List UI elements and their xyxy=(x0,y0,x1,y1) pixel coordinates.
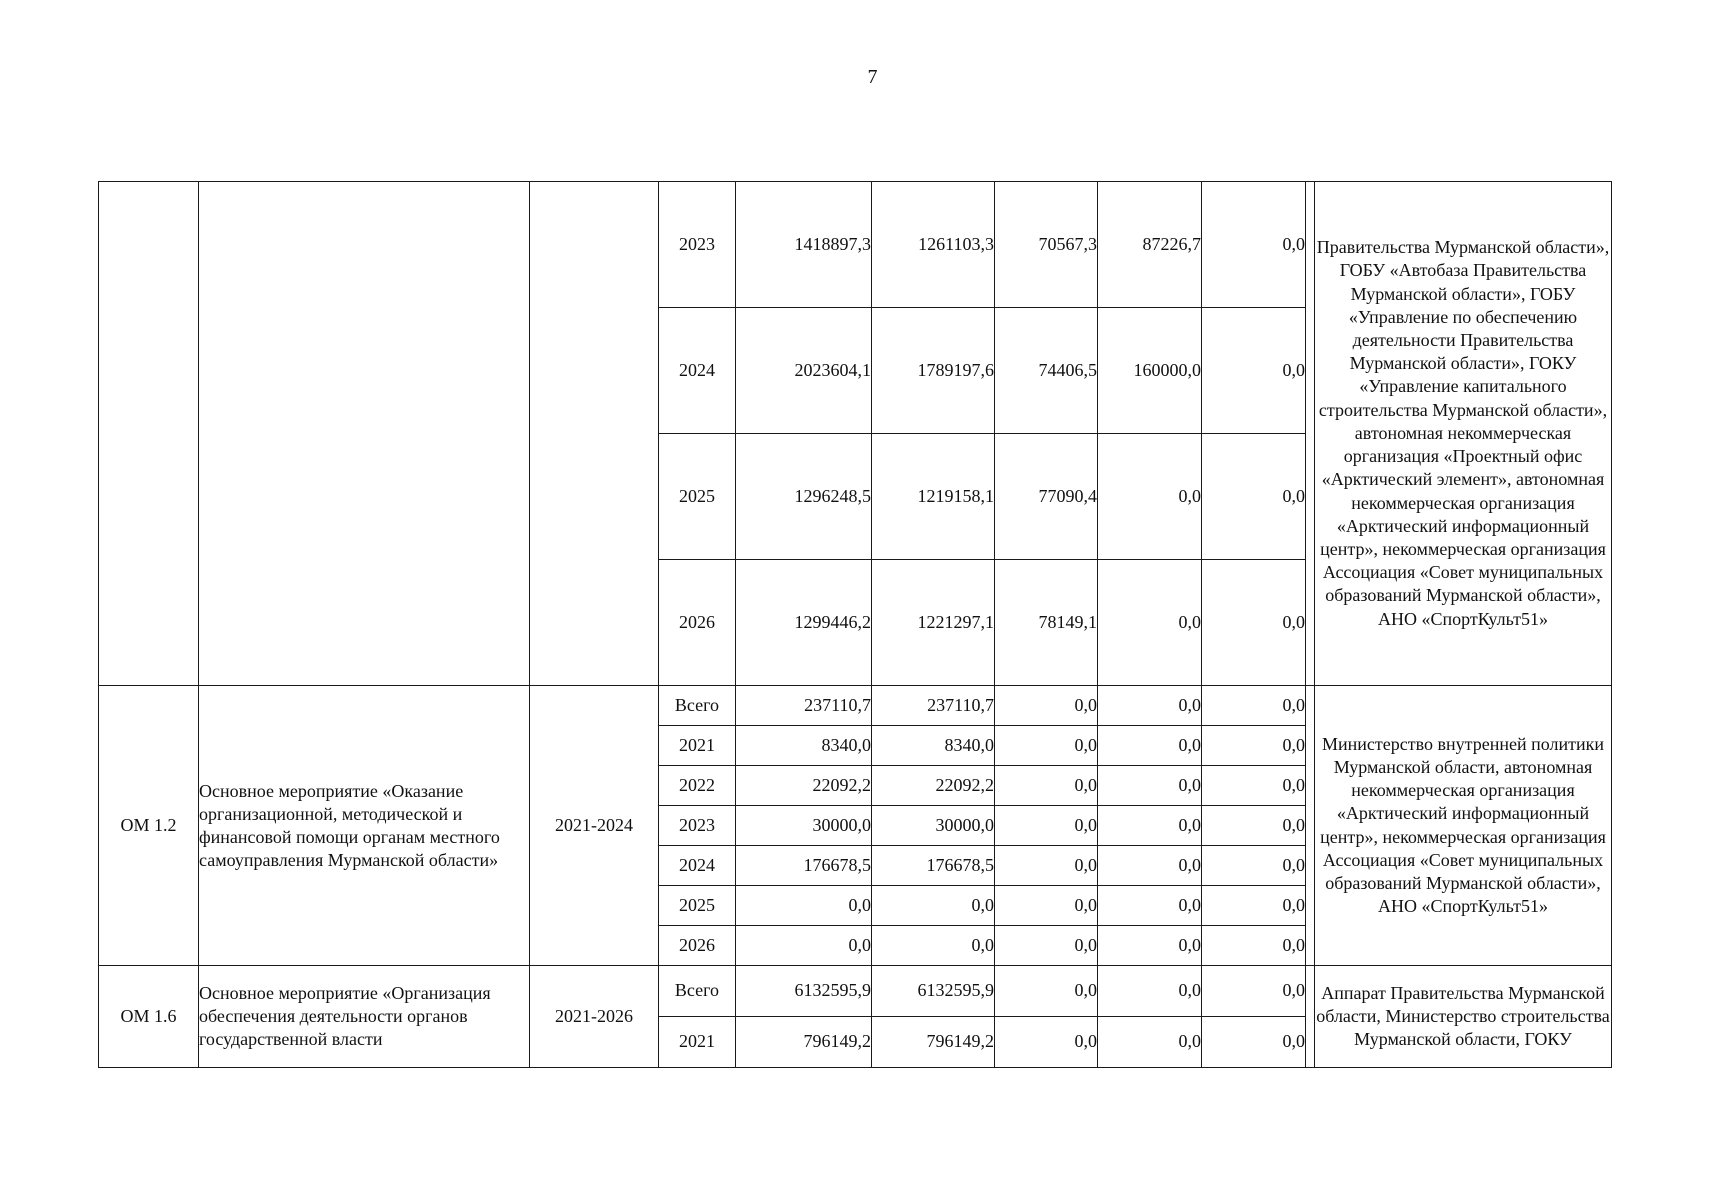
extra-cell: 0,0 xyxy=(1202,966,1306,1017)
measure-period: 2021-2024 xyxy=(530,686,659,966)
federal-cell: 77090,4 xyxy=(995,434,1098,560)
regional-cell: 176678,5 xyxy=(872,846,995,886)
total-cell: 1418897,3 xyxy=(736,182,872,308)
regional-cell: 0,0 xyxy=(872,886,995,926)
measure-name xyxy=(199,966,530,1068)
federal-cell: 74406,5 xyxy=(995,308,1098,434)
regional-cell: 1789197,6 xyxy=(872,308,995,434)
federal-cell: 0,0 xyxy=(995,726,1098,766)
municipal-cell: 0,0 xyxy=(1098,966,1202,1017)
measure-name-text: Основное мероприятие «Организация обеспечения деятельности органов государственной власти xyxy=(199,983,491,1049)
year-cell: 2022 xyxy=(659,766,736,806)
measure-name-text: Основное мероприятие «Оказание организационной, методической и финансовой помощи органам местного самоуправления Мурманской области» xyxy=(199,780,500,870)
extra-cell: 0,0 xyxy=(1202,846,1306,886)
municipal-cell: 0,0 xyxy=(1098,806,1202,846)
federal-cell: 0,0 xyxy=(995,926,1098,966)
municipal-cell: 0,0 xyxy=(1098,434,1202,560)
extra-cell: 0,0 xyxy=(1202,686,1306,726)
municipal-cell: 0,0 xyxy=(1098,926,1202,966)
year-cell: 2026 xyxy=(659,926,736,966)
year-cell: 2024 xyxy=(659,308,736,434)
year-cell: 2021 xyxy=(659,726,736,766)
regional-cell: 1261103,3 xyxy=(872,182,995,308)
federal-cell: 0,0 xyxy=(995,806,1098,846)
year-cell: Всего xyxy=(659,686,736,726)
total-cell: 6132595,9 xyxy=(736,966,872,1017)
municipal-cell: 87226,7 xyxy=(1098,182,1202,308)
municipal-cell: 0,0 xyxy=(1098,846,1202,886)
federal-cell: 0,0 xyxy=(995,1017,1098,1068)
extra-cell: 0,0 xyxy=(1202,560,1306,686)
total-cell: 0,0 xyxy=(736,886,872,926)
municipal-cell: 0,0 xyxy=(1098,560,1202,686)
budget-table xyxy=(98,181,1612,1068)
measure-name xyxy=(199,686,530,966)
total-cell: 0,0 xyxy=(736,926,872,966)
total-cell: 796149,2 xyxy=(736,1017,872,1068)
executors-cell: Правительства Мурманской области», ГОБУ «Автобаза Правительства Мурманской области», ГОБУ «Управление по обеспечению деятельности Правительства Мурманской области», ГОКУ «Управление капитального строительства Мурманской области», автономная некоммерческая организация «Проектный офис «Арктический элемент», автономная некоммерческая организация «Арктический информационный центр», некоммерческая организация Ассоциация «Совет муниципальных образований Мурманской области», АНО «СпортКульт51» xyxy=(1315,182,1612,686)
municipal-cell: 0,0 xyxy=(1098,886,1202,926)
municipal-cell: 0,0 xyxy=(1098,766,1202,806)
name-cell-empty xyxy=(199,182,530,686)
year-cell: 2023 xyxy=(659,806,736,846)
year-cell: 2025 xyxy=(659,434,736,560)
regional-cell: 237110,7 xyxy=(872,686,995,726)
federal-cell: 0,0 xyxy=(995,966,1098,1017)
table-row xyxy=(99,966,1612,1017)
table-row xyxy=(99,686,1612,726)
executors-cell: Аппарат Правительства Мурманской области, Министерство строительства Мурманской области, ГОКУ xyxy=(1315,966,1612,1068)
regional-cell: 8340,0 xyxy=(872,726,995,766)
measure-code: ОМ 1.6 xyxy=(99,966,199,1068)
regional-cell: 796149,2 xyxy=(872,1017,995,1068)
total-cell: 237110,7 xyxy=(736,686,872,726)
regional-cell: 0,0 xyxy=(872,926,995,966)
federal-cell: 70567,3 xyxy=(995,182,1098,308)
regional-cell: 6132595,9 xyxy=(872,966,995,1017)
federal-cell: 78149,1 xyxy=(995,560,1098,686)
federal-cell: 0,0 xyxy=(995,846,1098,886)
code-cell-empty xyxy=(99,182,199,686)
regional-cell: 22092,2 xyxy=(872,766,995,806)
year-cell: Всего xyxy=(659,966,736,1017)
regional-cell: 1219158,1 xyxy=(872,434,995,560)
total-cell: 1299446,2 xyxy=(736,560,872,686)
extra-cell: 0,0 xyxy=(1202,926,1306,966)
table-row xyxy=(99,182,1612,308)
year-cell: 2024 xyxy=(659,846,736,886)
page-number: 7 xyxy=(867,66,878,88)
extra-cell: 0,0 xyxy=(1202,308,1306,434)
total-cell: 2023604,1 xyxy=(736,308,872,434)
total-cell: 8340,0 xyxy=(736,726,872,766)
period-cell-empty xyxy=(530,182,659,686)
executors-cell: Министерство внутренней политики Мурманской области, автономная некоммерческая организация «Арктический информационный центр», некоммерческая организация Ассоциация «Совет муниципальных образований Мурманской области», АНО «СпортКульт51» xyxy=(1315,686,1612,966)
year-cell: 2021 xyxy=(659,1017,736,1068)
extra-cell: 0,0 xyxy=(1202,806,1306,846)
regional-cell: 30000,0 xyxy=(872,806,995,846)
total-cell: 30000,0 xyxy=(736,806,872,846)
extra-cell: 0,0 xyxy=(1202,434,1306,560)
extra-cell: 0,0 xyxy=(1202,182,1306,308)
federal-cell: 0,0 xyxy=(995,766,1098,806)
gap-cell xyxy=(1306,686,1315,966)
total-cell: 1296248,5 xyxy=(736,434,872,560)
municipal-cell: 0,0 xyxy=(1098,1017,1202,1068)
measure-period: 2021-2026 xyxy=(530,966,659,1068)
year-cell: 2026 xyxy=(659,560,736,686)
federal-cell: 0,0 xyxy=(995,886,1098,926)
federal-cell: 0,0 xyxy=(995,686,1098,726)
municipal-cell: 0,0 xyxy=(1098,726,1202,766)
municipal-cell: 160000,0 xyxy=(1098,308,1202,434)
gap-cell xyxy=(1306,182,1315,686)
gap-cell xyxy=(1306,966,1315,1068)
total-cell: 22092,2 xyxy=(736,766,872,806)
year-cell: 2025 xyxy=(659,886,736,926)
regional-cell: 1221297,1 xyxy=(872,560,995,686)
extra-cell: 0,0 xyxy=(1202,766,1306,806)
year-cell: 2023 xyxy=(659,182,736,308)
extra-cell: 0,0 xyxy=(1202,1017,1306,1068)
extra-cell: 0,0 xyxy=(1202,886,1306,926)
extra-cell: 0,0 xyxy=(1202,726,1306,766)
measure-code: ОМ 1.2 xyxy=(99,686,199,966)
municipal-cell: 0,0 xyxy=(1098,686,1202,726)
total-cell: 176678,5 xyxy=(736,846,872,886)
